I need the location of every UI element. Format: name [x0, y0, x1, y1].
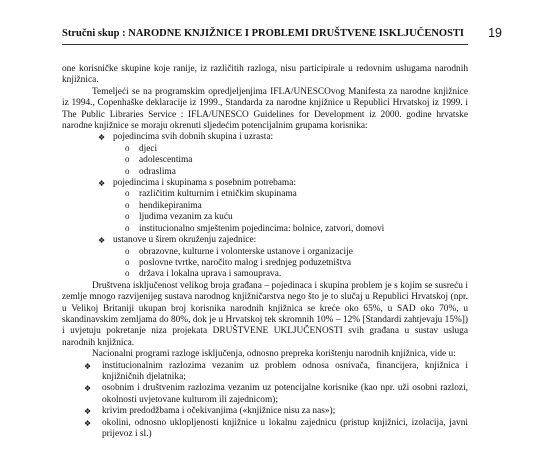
sub-list-item: o djeci	[125, 144, 468, 155]
sub-list-item: o institucionalno smještenim pojedincima: bolnice, zatvori, domovi	[125, 224, 468, 235]
running-header	[62, 26, 502, 40]
paragraph: Temeljeći se na programskim opredjeljenjima IFLA/UNESCOvog Manifesta za narodne knjižnice iz 1994., Copenhaške deklaracije iz 1999., Standarda za narodne knjižnice u Republici Hrvatskoj iz 1999. i The Public Libraries Service : IFLA/UNESCO Guidelines for Development iz 2000. godine hrvatske narodne knjižnice se moraju okrenuti sljedećim potencijalnim grupama korisnika:	[62, 86, 468, 132]
target-groups-list	[62, 132, 468, 280]
sub-list-item: o adolescentima	[125, 155, 468, 166]
list-item: ❖ osobnim i društvenim razlozima vezanim uz potencijalne korisnike (kao npr. uži osobni razlozi, okolnosti uvjetovane kulturom ili zajednicom);	[84, 383, 468, 406]
sub-list	[113, 189, 468, 235]
body-text	[62, 64, 468, 440]
paragraph: Nacionalni programi razloge isključenja, odnosno prepreka korištenju narodnih knjižnica, vide u:	[92, 349, 456, 360]
sub-list-item: o ljudima vezanim za kuću	[125, 212, 468, 223]
header-title: Stručni skup : NARODNE KNJIŽNICE I PROBLEMI DRUŠTVENE ISKLJUČENOSTI	[62, 28, 464, 39]
list-item: ❖ institucionalnim razlozima vezanim uz problem odnosa osnivača, financijera, knjižnica i knjižničnih djelatnika;	[84, 361, 468, 384]
paragraph: one korisničke skupine koje ranije, iz različitih razloga, nisu participirale u redovnim uslugama narodnih knjižnica.	[62, 64, 468, 86]
sub-list-item: o država i lokalna uprava i samouprava.	[125, 269, 468, 280]
sub-list-item: o različitim kulturnim i etničkim skupinama	[125, 189, 468, 200]
sub-list-item: o poslovne tvrtke, naročito malog i srednjeg poduzetništva	[125, 258, 468, 269]
list-item: ❖ ustanove u širem okruženju zajednice: o obrazovne, kulturne i volonterske ustanove i organizacije o poslovne tvrtke, naročito malog i srednjeg poduzetništva o država i lokalna uprava i samouprava.	[98, 235, 468, 281]
reasons-list	[62, 361, 468, 441]
sub-list-item: o obrazovne, kulturne i volonterske ustanove i organizacije	[125, 247, 468, 258]
list-item: ❖ okolini, odnosno ukloplјenosti knjižnice u lokalnu zajednicu (pristup knjižnici, izolacija, javni prijevoz i sl.)	[84, 418, 468, 441]
page-number: 19	[488, 26, 502, 40]
sub-list	[113, 144, 468, 178]
list-item: ❖ krivim predodžbama i očekivanjima («knjižnice nisu za nas»);	[84, 406, 468, 417]
sub-list-item: o odraslima	[125, 167, 468, 178]
list-item: ❖ pojedincima i skupinama s posebnim potrebama: o različitim kulturnim i etničkim skupinama o hendikepiranima o ljudima vezanim za kuću o institucionalno smještenim pojedincima: bolnice, zatvori, domovi	[98, 178, 468, 235]
sub-list-item: o hendikepiranima	[125, 201, 468, 212]
list-item: ❖ pojedincima svih dobnih skupina i uzrasta: o djeci o adolescentima o odraslima	[98, 132, 468, 178]
paragraph: Društvena isključenost velikog broja građana – pojedinaca i skupina problem je s kojim se susreću i zemlje mnogo razvijenijeg sustava narodnog knjižničarstva nego što je to slučaj u Republici Hrvatskoj (npr. u Velikoj Britaniji ukupan broj korisnika narodnih knjižnica se kreće oko 65%, u SAD oko 70%, u skandinavskim zemljama do 80%, dok je u Hrvatskoj tek skromnih 10% – 12% [Standardi zahtjevaju 15%]) i uvjetuju pokretanje niza projekata DRUŠTVENE UKLJUČENOSTI svih građana u sustav usluga narodnih knjižnica.	[62, 280, 468, 348]
sub-list	[113, 247, 468, 281]
header-rule	[62, 44, 468, 45]
